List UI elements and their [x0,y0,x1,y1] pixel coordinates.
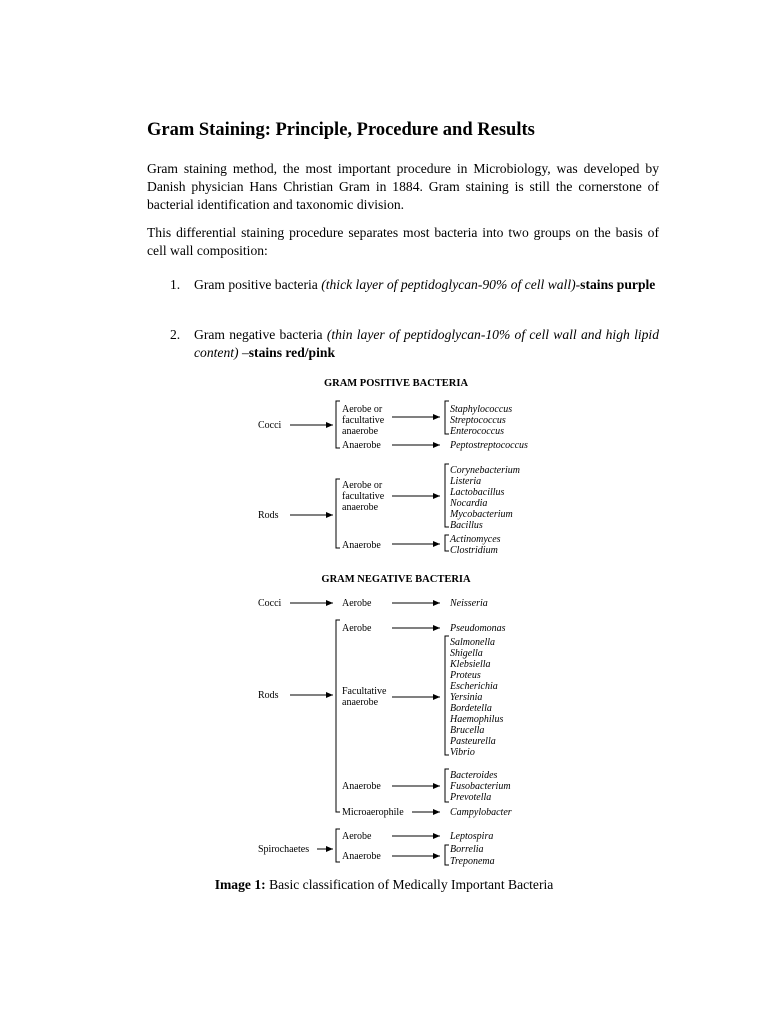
gram-negative-heading: GRAM NEGATIVE BACTERIA [321,574,471,585]
species-actinomyces: Actinomyces [450,534,501,545]
species-treponema: Treponema [450,856,495,867]
caption-text: Basic classification of Medically Important Bacteria [269,877,554,892]
image-caption [0,877,768,893]
species-neisseria: Neisseria [450,598,488,609]
species-vibrio: Vibrio [450,747,475,758]
page-title: Gram Staining: Principle, Procedure and Results [147,120,535,140]
neg-cocci-aerobe: Aerobe [342,598,372,609]
groups-paragraph: This differential staining procedure separates most bacteria into two groups on the basis of cell wall composition: [147,225,659,258]
bracket [445,636,449,755]
species-staphylococcus: Staphylococcus [450,404,513,415]
list-italic-text: (thin layer of peptidoglycan-10% of cell wall and high lipid content) [194,327,660,360]
bracket [336,401,340,448]
bracket [445,401,449,434]
species-borrelia: Borrelia [450,844,484,855]
bracket [445,845,449,865]
species-brucella: Brucella [450,725,485,736]
neg-facultative-line1: Facultative [342,686,387,697]
pos-rods-anaerobe: Anaerobe [342,540,381,551]
species-pasteurella: Pasteurella [450,736,496,747]
pos-cocci-aerobe-line3: anaerobe [342,426,379,437]
list-plain-text: Gram negative bacteria [194,327,327,342]
species-nocardia: Nocardia [450,498,488,509]
species-salmonella: Salmonella [450,637,495,648]
species-peptostreptococcus: Peptostreptococcus [450,440,528,451]
list-bold-text: stains purple [580,277,656,292]
list-plain-text: Gram positive bacteria [194,277,322,292]
species-shigella: Shigella [450,648,483,659]
pos-rods-aerobe-line2: facultative [342,491,385,502]
neg-microaerophile: Microaerophile [342,807,404,818]
neg-rods-aerobe: Aerobe [342,623,372,634]
neg-anaerobe: Anaerobe [342,781,381,792]
list-dash: - [575,277,581,292]
neg-facultative-line2: anaerobe [342,697,379,708]
species-prevotella: Prevotella [450,792,492,803]
neg-rods-label: Rods [258,690,279,701]
neg-spirochaetes-label: Spirochaetes [258,844,310,855]
pos-cocci-label: Cocci [258,420,282,431]
neg-spiro-aerobe: Aerobe [342,831,372,842]
intro-paragraph: Gram staining method, the most important procedure in Microbiology, was developed by Danish physician Hans Christian Gram in 1884. Gram staining is still the cornerstone of bacterial identification and taxonomic division. [147,161,659,212]
species-proteus: Proteus [450,670,481,681]
caption-label: Image 1: [214,877,266,892]
species-haemophilus: Haemophilus [450,714,504,725]
species-fusobacterium: Fusobacterium [450,781,511,792]
bracket [336,829,340,862]
bracket [336,620,340,812]
species-lactobacillus: Lactobacillus [450,487,505,498]
species-pseudomonas: Pseudomonas [450,623,506,634]
pos-rods-label: Rods [258,510,279,521]
gram-positive-heading: GRAM POSITIVE BACTERIA [323,378,469,389]
list-number: 1. [170,277,181,292]
list-italic-text: (thick layer of peptidoglycan-90% of cell wall) [321,277,576,292]
species-campylobacter: Campylobacter [450,807,512,818]
species-klebsiella: Klebsiella [450,659,491,670]
bracket [445,769,449,802]
species-bacillus: Bacillus [450,520,483,531]
species-mycobacterium: Mycobacterium [450,509,513,520]
pos-rods-aerobe-line1: Aerobe or [342,480,383,491]
species-escherichia: Escherichia [450,681,498,692]
species-listeria: Listeria [450,476,482,487]
pos-rods-aerobe-line3: anaerobe [342,502,379,513]
species-yersinia: Yersinia [450,692,483,703]
species-corynebacterium: Corynebacterium [450,465,520,476]
bracket [445,535,449,551]
species-streptococcus: Streptococcus [450,415,506,426]
list-dash: – [238,345,249,360]
pos-cocci-aerobe-line2: facultative [342,415,385,426]
species-enterococcus: Enterococcus [450,426,505,437]
pos-cocci-aerobe-line1: Aerobe or [342,404,383,415]
neg-cocci-label: Cocci [258,598,282,609]
neg-spiro-anaerobe: Anaerobe [342,851,381,862]
list-number: 2. [170,327,181,342]
species-bacteroides: Bacteroides [450,770,498,781]
species-bordetella: Bordetella [450,703,492,714]
species-leptospira: Leptospira [450,831,494,842]
pos-cocci-anaerobe: Anaerobe [342,440,381,451]
bracket [445,464,449,527]
bracket [336,479,340,548]
list-bold-text: stains red/pink [248,345,336,360]
species-clostridium: Clostridium [450,545,498,556]
